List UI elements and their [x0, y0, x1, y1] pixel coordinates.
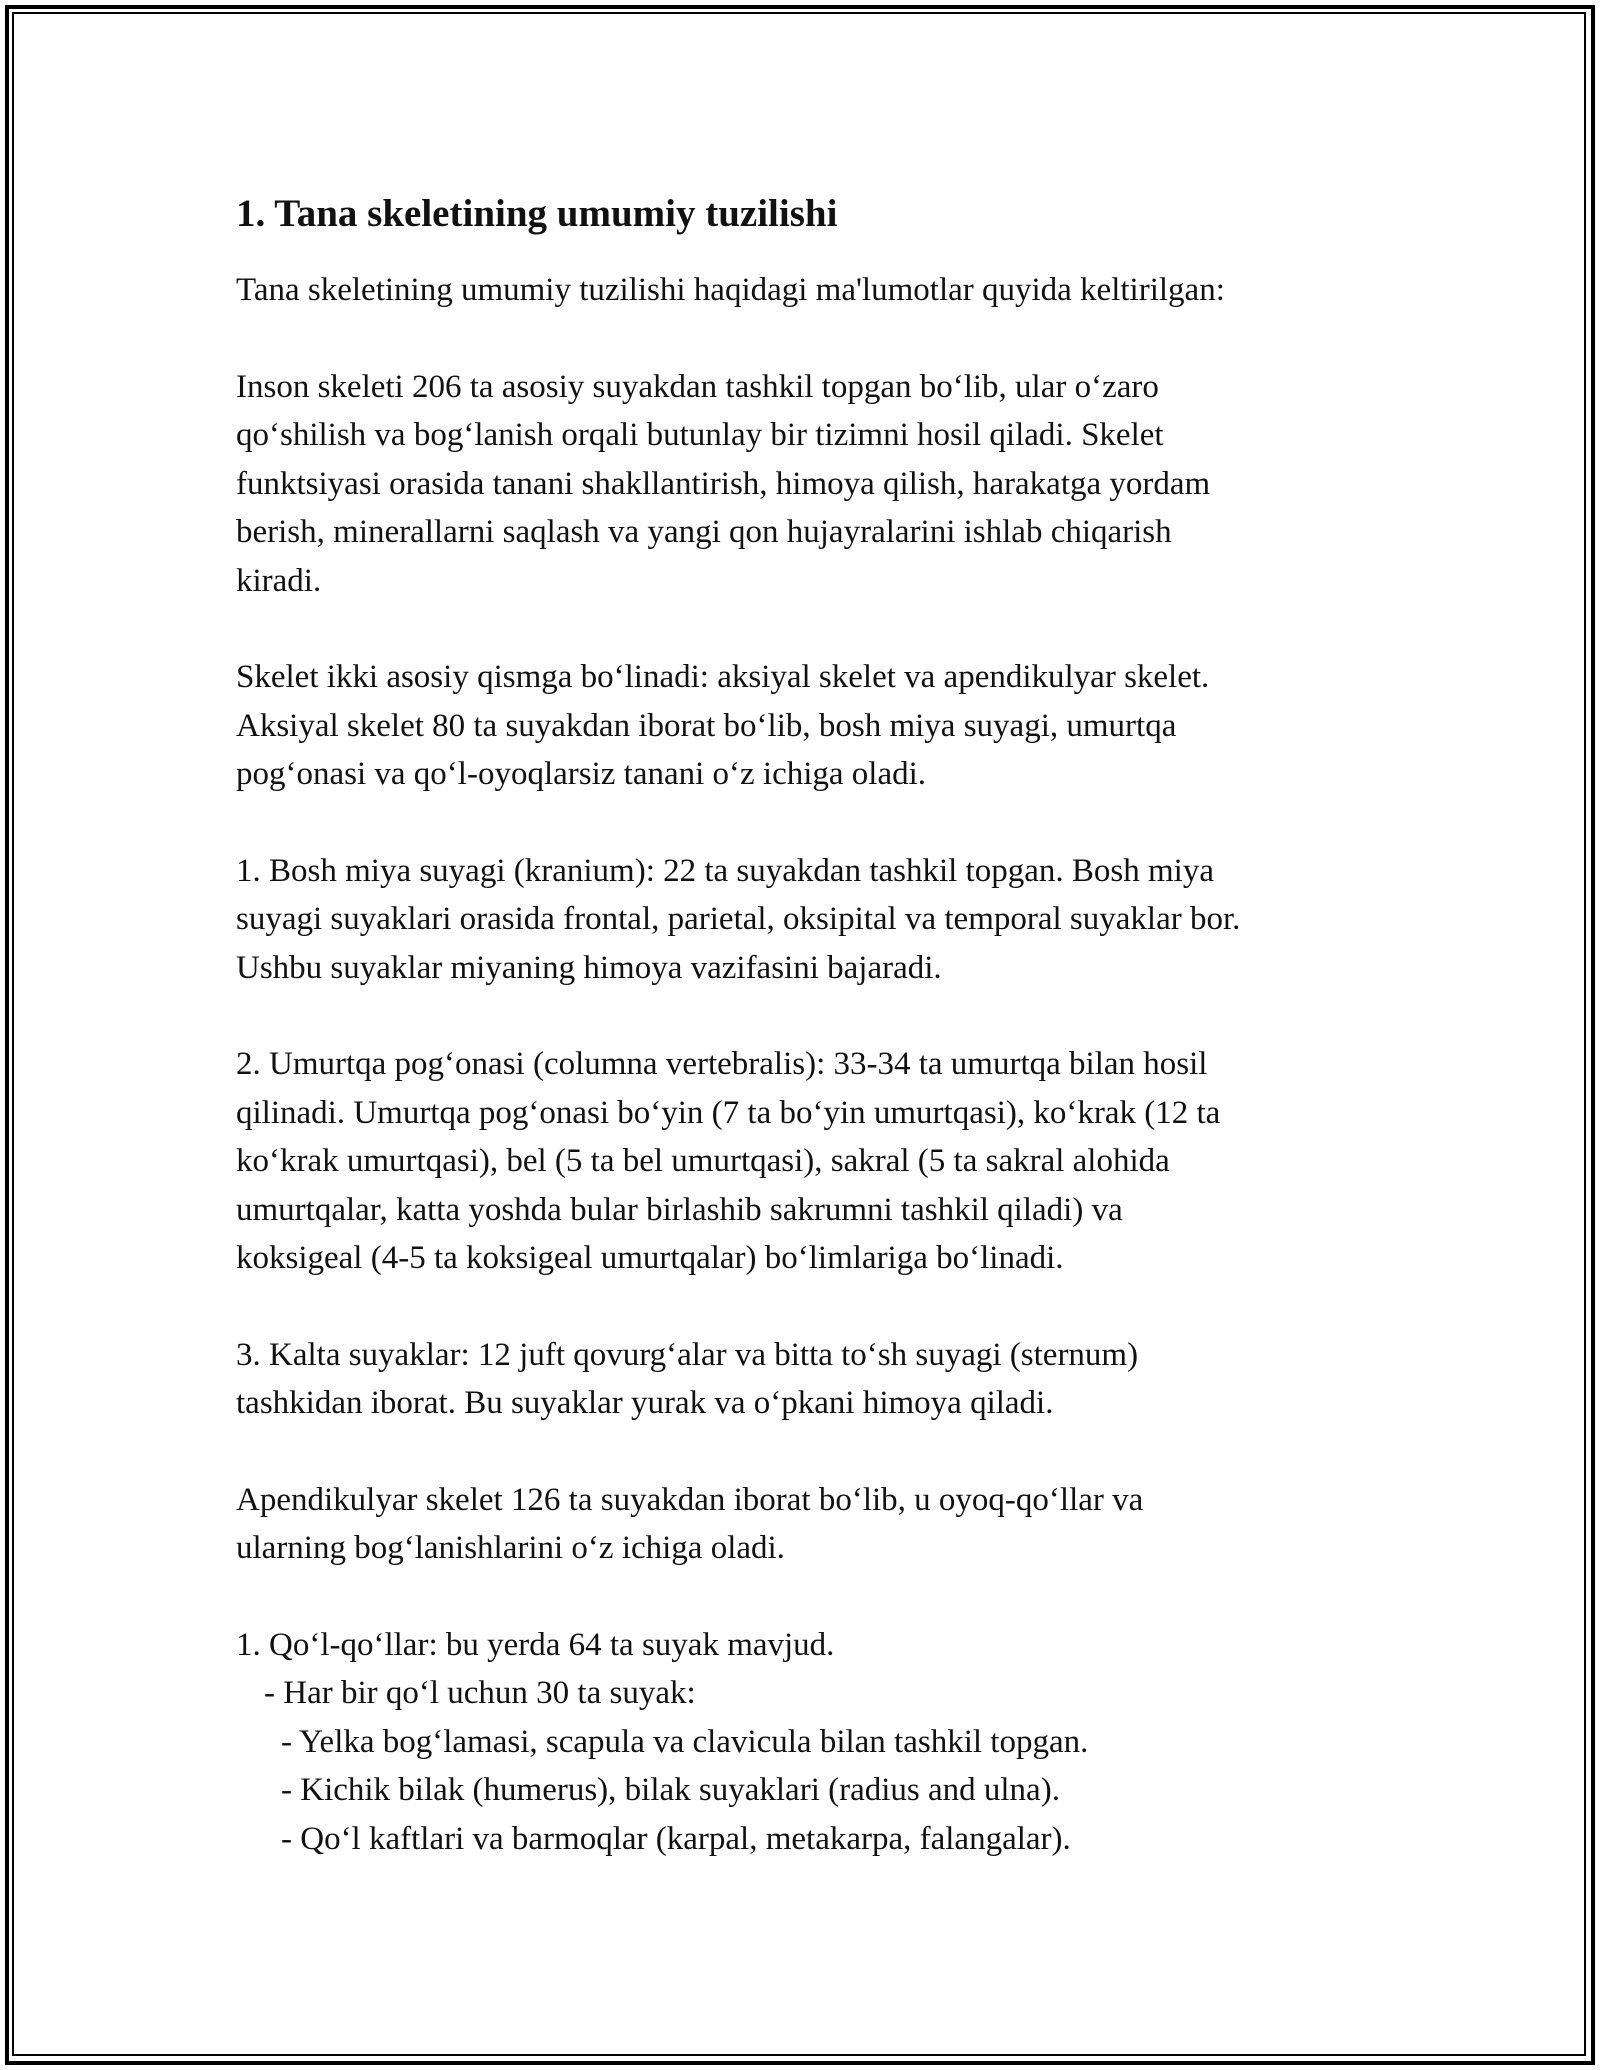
paragraph-ribs: [236, 1331, 1396, 1428]
section-title: 1. Tana skeletining umumiy tuzilishi: [236, 192, 838, 235]
text-line: ularning bog‘lanishlarini o‘z ichiga oladi.: [236, 1530, 785, 1566]
paragraph-spine: [236, 1040, 1396, 1283]
limbs-list: [236, 1621, 1396, 1864]
text-line: Apendikulyar skelet 126 ta suyakdan iborat bo‘lib, u oyoq-qo‘llar va: [236, 1481, 1144, 1518]
text-line: tashkidan iborat. Bu suyaklar yurak va o‘pkani himoya qiladi.: [236, 1385, 1054, 1421]
intro-paragraph: [236, 266, 1396, 315]
list-heading: 1. Qo‘l-qo‘llar: bu yerda 64 ta suyak mavjud.: [236, 1626, 835, 1663]
text-line: qilinadi. Umurtqa pog‘onasi bo‘yin (7 ta bo‘yin umurtqasi), ko‘krak (12 ta: [236, 1094, 1221, 1131]
text-line: umurtqalar, katta yoshda bular birlashib sakrumni tashkil qiladi) va: [236, 1191, 1123, 1228]
text-line: Aksiyal skelet 80 ta suyakdan iborat bo‘lib, bosh miya suyagi, umurtqa: [236, 707, 1177, 744]
text-line: pog‘onasi va qo‘l-oyoqlarsiz tanani o‘z ichiga oladi.: [236, 756, 927, 792]
text-line: Inson skeleti 206 ta asosiy suyakdan tashkil topgan bo‘lib, ular o‘zaro: [236, 368, 1159, 405]
text-line: 2. Umurtqa pog‘onasi (columna vertebralis): 33-34 ta umurtqa bilan hosil: [236, 1046, 1208, 1082]
list-subheading: - Har bir qo‘l uchun 30 ta suyak:: [264, 1675, 696, 1711]
list-item: - Kichik bilak (humerus), bilak suyaklari (radius and ulna).: [281, 1772, 1060, 1808]
paragraph-skeleton-overview: [236, 363, 1396, 606]
list-item: - Qo‘l kaftlari va barmoqlar (karpal, metakarpa, falangalar).: [281, 1820, 1071, 1857]
text-line: qo‘shilish va bog‘lanish orqali butunlay bir tizimni hosil qiladi. Skelet: [236, 417, 1164, 453]
text-line: suyagi suyaklari orasida frontal, parietal, oksipital va temporal suyaklar bor.: [236, 901, 1241, 937]
text-line: ko‘krak umurtqasi), bel (5 ta bel umurtqasi), sakral (5 ta sakral alohida: [236, 1143, 1170, 1179]
text-line: koksigeal (4-5 ta koksigeal umurtqalar) bo‘limlariga bo‘linadi.: [236, 1240, 1064, 1276]
text-line: Ushbu suyaklar miyaning himoya vazifasini bajaradi.: [236, 949, 942, 986]
paragraph-cranium: [236, 847, 1396, 993]
list-item: - Yelka bog‘lamasi, scapula va clavicula bilan tashkil topgan.: [281, 1723, 1089, 1760]
text-line: funktsiyasi orasida tanani shakllantirish, himoya qilish, harakatga yordam: [236, 465, 1211, 502]
text-line: 3. Kalta suyaklar: 12 juft qovurg‘alar va bitta to‘sh suyagi (sternum): [236, 1336, 1139, 1373]
text-line: Skelet ikki asosiy qismga bo‘linadi: aksiyal skelet va apendikulyar skelet.: [236, 659, 1210, 695]
text-line: berish, minerallarni saqlash va yangi qon hujayralarini ishlab chiqarish: [236, 514, 1172, 550]
text-line: 1. Bosh miya suyagi (kranium): 22 ta suyakdan tashkil topgan. Bosh miya: [236, 852, 1214, 889]
text-line: Tana skeletining umumiy tuzilishi haqidagi ma'lumotlar quyida keltirilgan:: [236, 272, 1225, 308]
text-line: kiradi.: [236, 562, 322, 599]
paragraph-skeleton-parts: [236, 653, 1396, 799]
paragraph-appendicular: [236, 1476, 1396, 1573]
document-body: [236, 188, 1396, 1863]
